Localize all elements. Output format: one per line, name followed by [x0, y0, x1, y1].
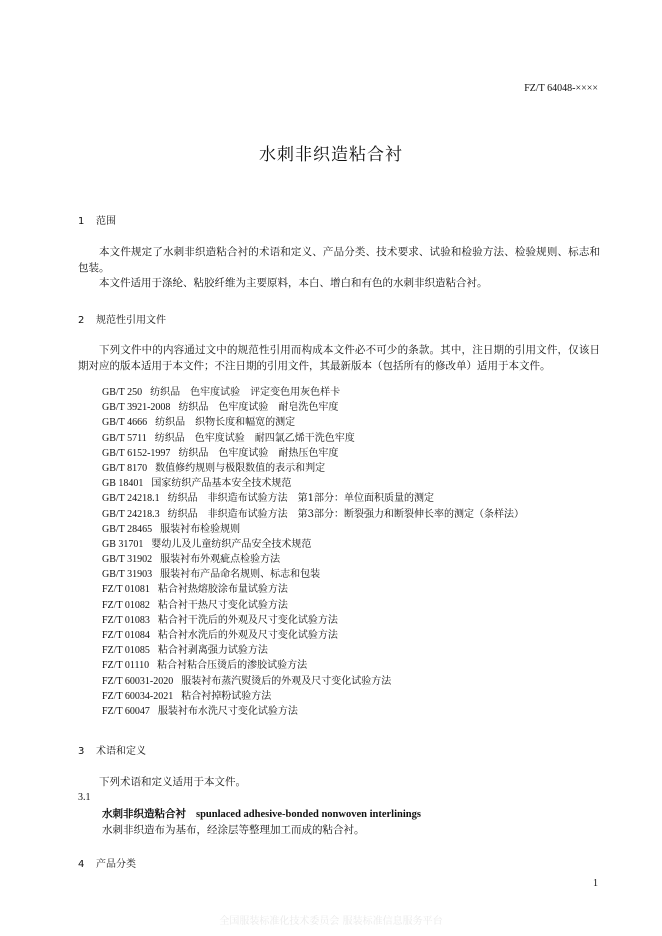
reference-name: 纺织品 非织造布试验方法 第1部分：单位面积质量的测定 — [167, 493, 434, 505]
reference-name: 粘合衬干热尺寸变化试验方法 — [157, 599, 288, 611]
reference-item — [102, 643, 524, 658]
reference-code: FZ/T 60031-2020 — [102, 675, 174, 687]
reference-name: 粘合衬干洗后的外观及尺寸变化试验方法 — [157, 614, 338, 626]
standard-code: FZ/T 64048-×××× — [524, 83, 598, 94]
term-chinese: 水刺非织造粘合衬 — [102, 808, 186, 820]
reference-item — [102, 658, 524, 673]
reference-name: 粘合衬掉粉试验方法 — [181, 690, 272, 702]
reference-item — [102, 613, 524, 628]
normative-intro: 下列文件中的内容通过文中的规范性引用而构成本文件必不可少的条款。其中，注日期的引用文件，仅该日期对应的版本适用于本文件；不注日期的引用文件，其最新版本（包括所有的修改单）适用于本文件。 — [78, 344, 600, 372]
reference-item — [102, 507, 524, 522]
reference-item — [102, 522, 524, 537]
reference-code: GB/T 8170 — [102, 462, 148, 474]
term-number: 3.1 — [78, 792, 91, 803]
reference-code: GB/T 24218.1 — [102, 493, 160, 505]
section-heading-terms — [78, 742, 146, 757]
reference-name: 纺织品 色牢度试验 耐皂洗色牢度 — [178, 402, 339, 414]
reference-name: 纺织品 织物长度和幅宽的测定 — [155, 417, 296, 429]
term-definition: 水刺非织造布为基布，经涂层等整理加工而成的粘合衬。 — [102, 824, 365, 836]
reference-item — [102, 552, 524, 567]
section-title: 规范性引用文件 — [96, 315, 166, 326]
reference-item — [102, 476, 524, 491]
reference-code: FZ/T 01083 — [102, 614, 150, 626]
reference-code: FZ/T 60034-2021 — [102, 690, 174, 702]
reference-code: GB 31701 — [102, 538, 144, 550]
reference-code: FZ/T 01084 — [102, 630, 150, 641]
section-title: 产品分类 — [96, 859, 136, 870]
reference-code: GB/T 28465 — [102, 523, 153, 535]
section-number: 2 — [78, 315, 85, 326]
reference-name: 纺织品 非织造布试验方法 第3部分：断裂强力和断裂伸长率的测定（条样法） — [167, 508, 524, 520]
reference-name: 粘合衬水洗后的外观及尺寸变化试验方法 — [157, 630, 338, 641]
reference-code: GB/T 250 — [102, 387, 143, 398]
reference-name: 数值修约规则与极限数值的表示和判定 — [155, 462, 326, 474]
reference-code: FZ/T 01085 — [102, 645, 150, 657]
reference-item — [102, 628, 524, 643]
reference-item — [102, 537, 524, 552]
reference-code: FZ/T 01082 — [102, 599, 150, 611]
reference-item — [102, 385, 524, 400]
reference-code: FZ/T 60047 — [102, 705, 150, 717]
reference-item — [102, 689, 524, 704]
reference-code: GB/T 3921-2008 — [102, 402, 171, 414]
reference-name: 纺织品 色牢度试验 耐热压色牢度 — [178, 447, 339, 459]
term-entry — [102, 806, 421, 821]
reference-code: GB/T 6152-1997 — [102, 447, 171, 459]
reference-item — [102, 446, 524, 461]
reference-item — [102, 567, 524, 582]
scope-paragraph-1: 本文件规定了水刺非织造粘合衬的术语和定义、产品分类、技术要求、试验和检验方法、检验规则、标志和包装。 — [78, 246, 600, 274]
reference-name: 服装衬布外观疵点检验方法 — [160, 554, 281, 566]
reference-name: 粘合衬热熔胶涂布量试验方法 — [157, 584, 288, 596]
reference-item — [102, 461, 524, 476]
reference-name: 纺织品 色牢度试验 耐四氯乙烯干洗色牢度 — [154, 432, 355, 444]
reference-item — [102, 704, 524, 719]
section-heading-normative — [78, 311, 166, 326]
reference-item — [102, 415, 524, 430]
reference-item — [102, 400, 524, 415]
footer-watermark: 全国服装标准化技术委员会 服装标准信息服务平台 — [219, 916, 443, 927]
section-heading-classification — [78, 855, 136, 870]
reference-name: 服装衬布产品命名规则、标志和包装 — [160, 569, 321, 581]
reference-item — [102, 491, 524, 506]
reference-code: FZ/T 01081 — [102, 584, 150, 596]
reference-item — [102, 598, 524, 613]
reference-name: 粘合衬剥离强力试验方法 — [157, 645, 268, 657]
terms-intro: 下列术语和定义适用于本文件。 — [99, 776, 246, 788]
reference-list — [102, 385, 524, 719]
reference-code: GB/T 24218.3 — [102, 508, 160, 520]
document-title: 水刺非织造粘合衬 — [259, 145, 403, 165]
section-heading-scope — [78, 212, 116, 227]
reference-code: GB/T 4666 — [102, 417, 148, 429]
section-title: 术语和定义 — [96, 746, 146, 757]
reference-item — [102, 674, 524, 689]
reference-name: 纺织品 色牢度试验 评定变色用灰色样卡 — [150, 387, 341, 398]
term-english: spunlaced adhesive-bonded nonwoven interlinings — [196, 809, 421, 820]
section-title: 范围 — [96, 216, 116, 227]
reference-name: 国家纺织产品基本安全技术规范 — [151, 478, 292, 490]
page-number: 1 — [593, 878, 598, 889]
reference-name: 服装衬布水洗尺寸变化试验方法 — [157, 705, 298, 717]
reference-item — [102, 431, 524, 446]
reference-code: FZ/T 01110 — [102, 660, 150, 672]
reference-item — [102, 582, 524, 597]
section-number: 1 — [78, 216, 85, 227]
reference-code: GB/T 31903 — [102, 569, 153, 581]
reference-code: GB/T 5711 — [102, 432, 147, 444]
reference-code: GB/T 31902 — [102, 554, 153, 566]
reference-name: 服装衬布检验规则 — [160, 523, 241, 535]
section-number: 4 — [78, 859, 85, 870]
reference-code: GB 18401 — [102, 478, 144, 490]
section-number: 3 — [78, 746, 85, 757]
reference-name: 服装衬布蒸汽熨烫后的外观及尺寸变化试验方法 — [181, 675, 392, 687]
reference-name: 婴幼儿及儿童纺织产品安全技术规范 — [151, 538, 312, 550]
scope-paragraph-2: 本文件适用于涤纶、粘胶纤维为主要原料，本白、增白和有色的水刺非织造粘合衬。 — [99, 277, 488, 289]
reference-name: 粘合衬粘合压烫后的渗胶试验方法 — [157, 660, 308, 672]
